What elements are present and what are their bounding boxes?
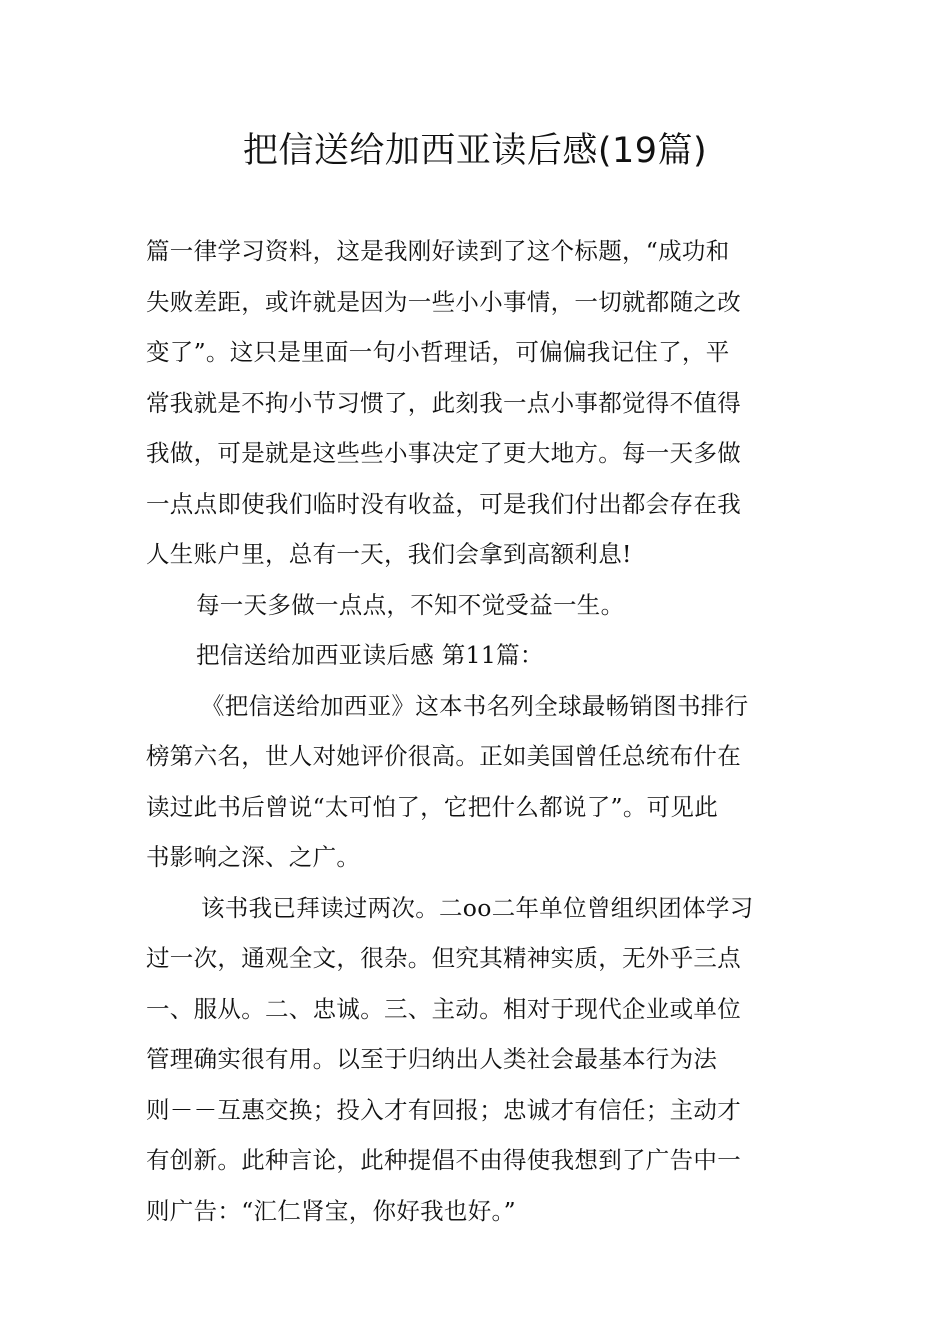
paragraph-line: 有创新。此种言论，此种提倡不由得使我想到了广告中一 — [146, 1146, 741, 1174]
paragraph-line: 一、服从。二、忠诚。三、主动。相对于现代企业或单位 — [146, 994, 741, 1023]
paragraph-line: 过一次，通观全文，很杂。但究其精神实质，无外乎三点 — [146, 944, 741, 972]
paragraph-line: 《把信送给加西亚》这本书名列全球最畅销图书排行 — [201, 691, 749, 720]
paragraph-line: 人生账户里，总有一天，我们会拿到高额利息! — [146, 540, 632, 568]
paragraph-line: 管理确实很有用。以至于归纳出人类社会最基本行为法 — [146, 1045, 718, 1073]
paragraph-line: 每一天多做一点点，不知不觉受益一生。 — [196, 590, 625, 619]
paragraph-line: 榜第六名，世人对她评价很高。正如美国曾任总统布什在 — [146, 742, 741, 770]
paragraph-line: 则广告：“汇仁肾宝，你好我也好。” — [146, 1196, 516, 1225]
paragraph-line: 我做，可是就是这些些小事决定了更大地方。每一天多做 — [146, 439, 741, 467]
paragraph-line: 一点点即使我们临时没有收益，可是我们付出都会存在我 — [146, 489, 741, 518]
paragraph-line: 书影响之深、之广。 — [146, 843, 361, 871]
paragraph-line: 读过此书后曾说“太可怕了，它把什么都说了”。可见此 — [146, 792, 719, 821]
document-title: 把信送给加西亚读后感(19篇) — [242, 131, 708, 171]
paragraph-line: 变了”。这只是里面一句小哲理话，可偏偏我记住了，平 — [146, 338, 730, 366]
paragraph-line: 该书我已拜读过两次。二oo二年单位曾组织团体学习 — [201, 893, 754, 922]
section-heading-line: 把信送给加西亚读后感 第11篇： — [196, 641, 544, 669]
paragraph-line: 常我就是不拘小节习惯了，此刻我一点小事都觉得不值得 — [146, 388, 741, 417]
paragraph-line: 篇一律学习资料，这是我刚好读到了这个标题，“成功和 — [146, 237, 730, 265]
paragraph-line: 失败差距，或许就是因为一些小小事情，一切就都随之改 — [146, 287, 741, 316]
document-body — [146, 226, 806, 1236]
paragraph-line: 则－－互惠交换；投入才有回报；忠诚才有信任；主动才 — [146, 1095, 741, 1124]
